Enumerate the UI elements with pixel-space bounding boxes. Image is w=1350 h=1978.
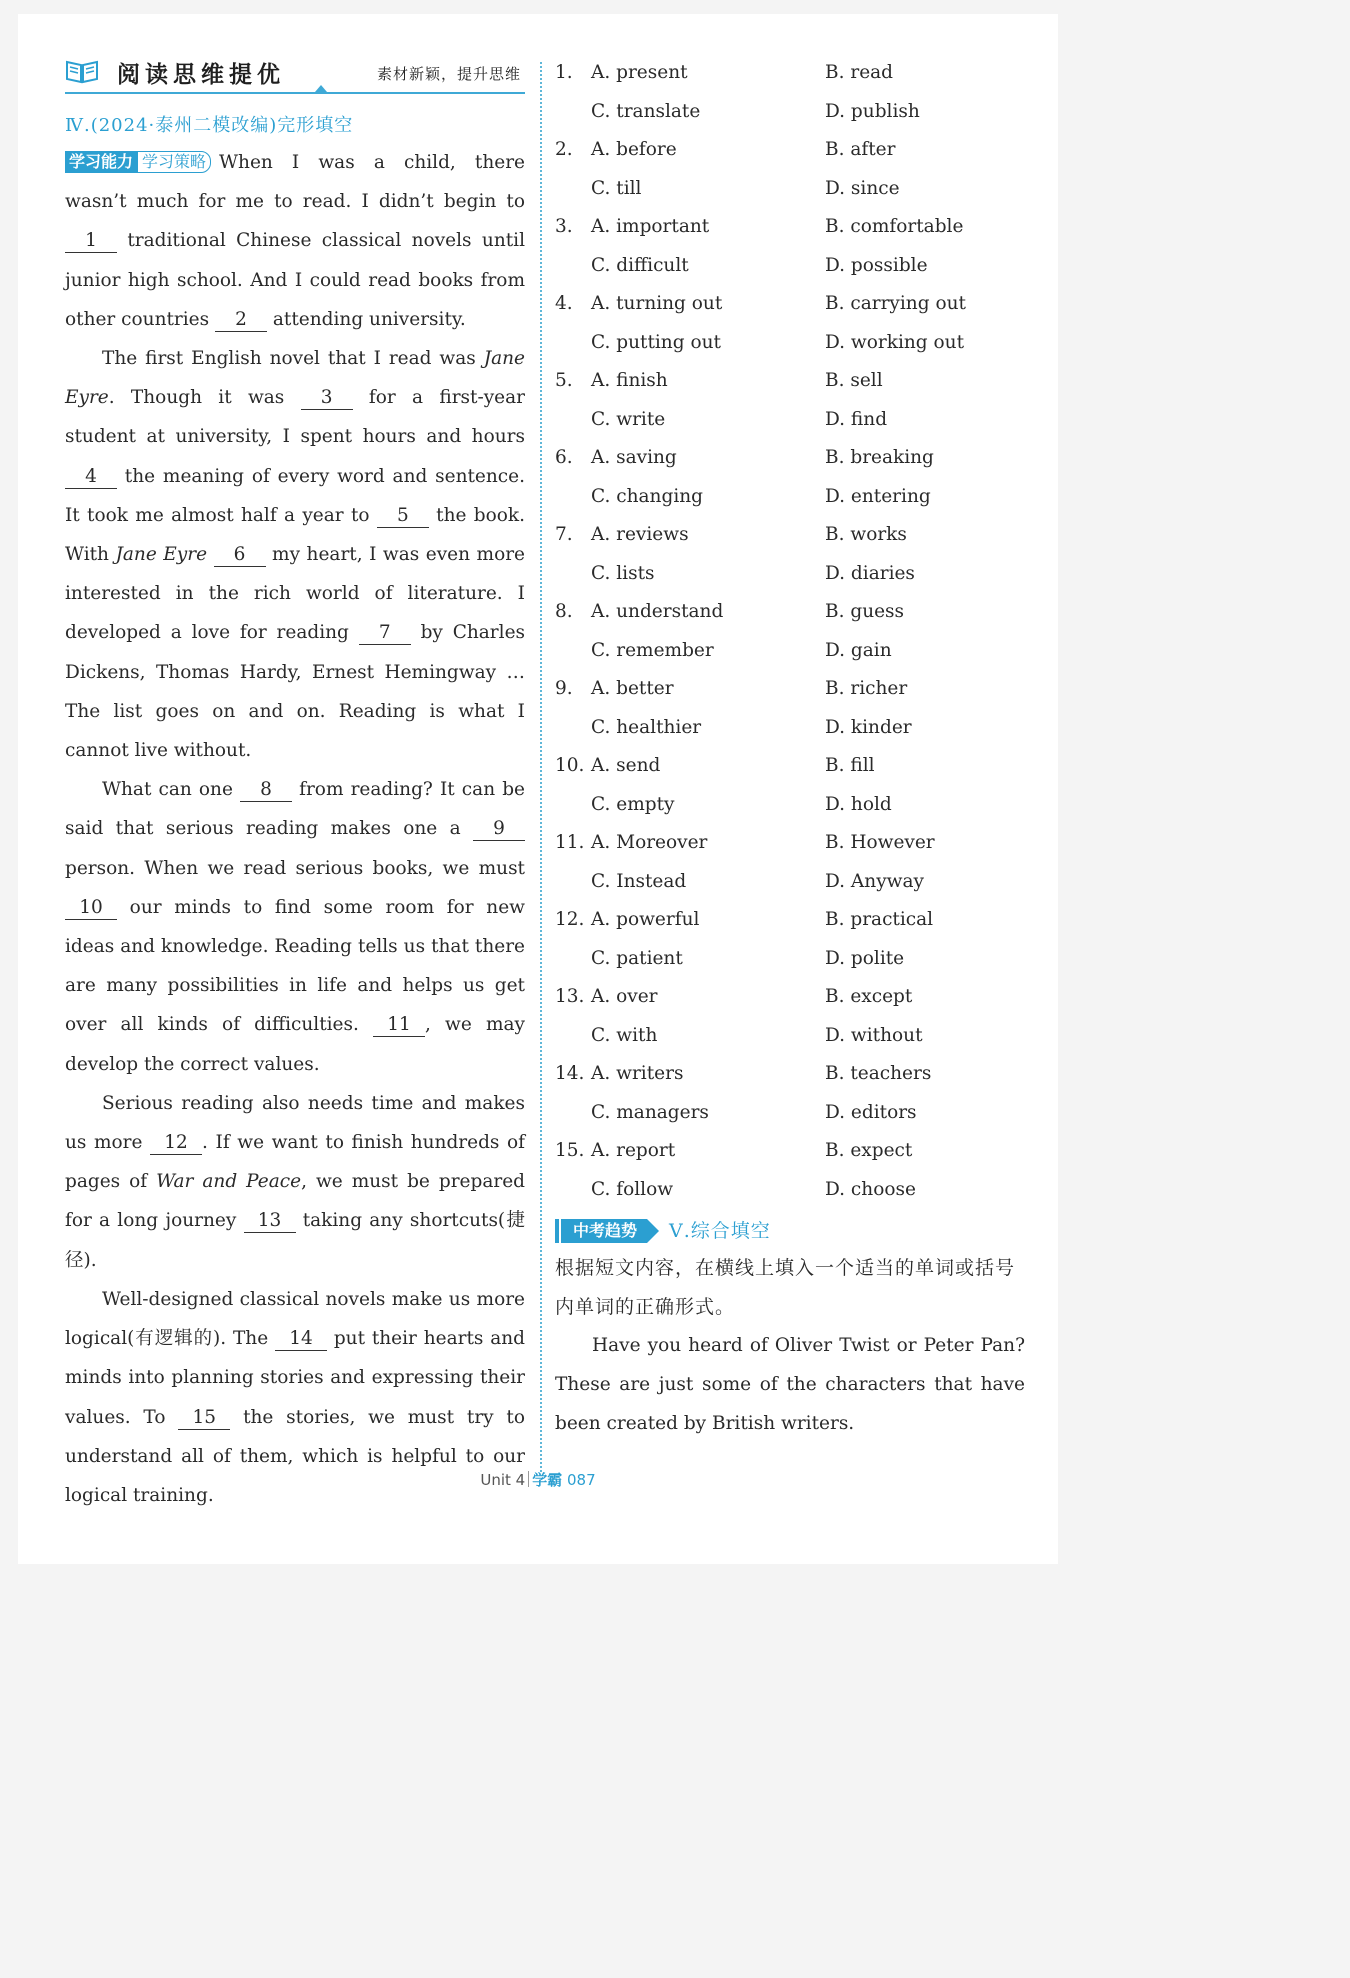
blank-4[interactable]: 4	[65, 466, 117, 489]
question-row-2	[555, 555, 1025, 594]
book-title: Jane Eyre	[65, 348, 525, 409]
question-number: 9.	[555, 678, 573, 699]
option-d[interactable]: D. gain	[825, 639, 892, 661]
option-a[interactable]: A. finish	[591, 370, 668, 391]
question-row-2	[555, 93, 1025, 132]
footer-unit: Unit 4	[480, 1471, 526, 1489]
section5-title: Ⅴ.综合填空	[669, 1220, 771, 1242]
blank-10[interactable]: 10	[65, 897, 117, 920]
tag-group	[65, 142, 211, 181]
question-number: 11.	[555, 832, 585, 853]
blank-12[interactable]: 12	[150, 1132, 202, 1155]
option-b[interactable]: B. except	[825, 986, 913, 1007]
option-b[interactable]: B. guess	[825, 601, 905, 622]
question-row	[555, 362, 1025, 401]
question-row-2	[555, 632, 1025, 671]
blank-13[interactable]: 13	[244, 1210, 296, 1233]
question-row-2	[555, 478, 1025, 517]
option-a[interactable]: A. present	[591, 62, 688, 83]
option-d[interactable]: D. hold	[825, 793, 892, 815]
option-c[interactable]: C. patient	[591, 947, 683, 969]
option-a[interactable]: A. powerful	[591, 909, 700, 930]
option-c[interactable]: C. changing	[591, 485, 703, 507]
question-row	[555, 593, 1025, 632]
option-c[interactable]: C. Instead	[591, 870, 687, 892]
question-row	[555, 978, 1025, 1017]
option-b[interactable]: B. fill	[825, 755, 875, 776]
option-a[interactable]: A. better	[591, 678, 674, 699]
option-d[interactable]: D. since	[825, 177, 900, 199]
passage-paragraph-3: What can one 8 from reading? It can be said that serious reading makes one a 9 person. When we read serious books, we must 10 our minds to find some room for new ideas and knowledge. Reading tells us that there are many possibilities in life and helps us get over all kinds of difficulties. 11 , we may develop the correct values.	[65, 779, 525, 1075]
option-b[interactable]: B. richer	[825, 678, 908, 699]
option-c[interactable]: C. managers	[591, 1101, 709, 1123]
blank-14[interactable]: 14	[275, 1328, 327, 1351]
option-c[interactable]: C. difficult	[591, 254, 689, 276]
option-d[interactable]: D. editors	[825, 1101, 917, 1123]
right-column	[555, 54, 1025, 1444]
passage-paragraph-4: Serious reading also needs time and makes us more 12 . If we want to finish hundreds of pages of War and Peace, we must be prepared for a long journey 13 taking any shortcuts(捷径).	[65, 1092, 526, 1271]
page-number: 087	[567, 1471, 596, 1489]
page-footer	[18, 1469, 1058, 1490]
option-b[interactable]: B. However	[825, 832, 935, 853]
question-row-2	[555, 324, 1025, 363]
option-c[interactable]: C. translate	[591, 100, 701, 122]
blank-11[interactable]: 11	[373, 1014, 425, 1037]
option-a[interactable]: A. understand	[591, 601, 724, 622]
option-d[interactable]: D. without	[825, 1024, 923, 1046]
section5-instruction: 根据短文内容，在横线上填入一个适当的单词或括号内单词的正确形式。	[555, 1257, 1016, 1318]
option-b[interactable]: B. teachers	[825, 1063, 932, 1084]
question-row	[555, 54, 1025, 93]
question-number: 5.	[555, 370, 573, 391]
option-a[interactable]: A. turning out	[591, 293, 723, 314]
option-d[interactable]: D. publish	[825, 100, 920, 122]
blank-9[interactable]: 9	[473, 818, 525, 841]
question-row	[555, 285, 1025, 324]
passage-paragraph-1: 学习能力 学习策略 When I was a child, there wasn’t much for me to read. I didn’t begin to 1 traditional Chinese classical novels until junior high school. And I could read books from other countries 2 attending university.	[65, 142, 525, 339]
option-a[interactable]: A. report	[591, 1140, 676, 1161]
question-row-2	[555, 1094, 1025, 1133]
blank-5[interactable]: 5	[377, 505, 429, 528]
question-row-2	[555, 170, 1025, 209]
blank-8[interactable]: 8	[240, 779, 292, 802]
question-row-2	[555, 1171, 1025, 1210]
option-d[interactable]: D. Anyway	[825, 870, 924, 892]
option-b[interactable]: B. practical	[825, 909, 934, 930]
question-row	[555, 824, 1025, 863]
question-row	[555, 901, 1025, 940]
option-d[interactable]: D. entering	[825, 485, 931, 507]
book-title: Jane Eyre	[115, 544, 208, 566]
option-d[interactable]: D. kinder	[825, 716, 912, 738]
option-d[interactable]: D. choose	[825, 1178, 916, 1200]
option-b[interactable]: B. expect	[825, 1140, 913, 1161]
option-d[interactable]: D. polite	[825, 947, 905, 969]
answer-options	[555, 54, 1025, 1209]
option-a[interactable]: A. Moreover	[591, 832, 708, 853]
blank-2[interactable]: 2	[215, 309, 267, 332]
option-c[interactable]: C. putting out	[591, 331, 721, 353]
passage-paragraph-5: Well-designed classical novels make us more logical(有逻辑的). The 14 put their hearts and minds into planning stories and expressing their values. To 15 the stories, we must try to understand all of them, which is helpful to our logical training.	[65, 1288, 526, 1506]
question-row	[555, 439, 1025, 478]
header-subtitle: 素材新颖，提升思维	[376, 65, 521, 83]
section5-passage: Have you heard of Oliver Twist or Peter Pan? These are just some of the characters that have been created by British writers.	[555, 1335, 1025, 1435]
option-c[interactable]: C. till	[591, 177, 642, 199]
question-row-2	[555, 786, 1025, 825]
question-number: 15.	[555, 1140, 585, 1161]
option-b[interactable]: B. carrying out	[825, 293, 966, 314]
blank-15[interactable]: 15	[178, 1407, 230, 1430]
question-row	[555, 131, 1025, 170]
section-header	[65, 54, 525, 94]
section-title: Ⅳ.(2024·泰州二模改编)完形填空	[65, 115, 354, 136]
exam-trend-badge: 中考趋势	[561, 1219, 647, 1243]
question-number: 10.	[555, 755, 585, 776]
option-a[interactable]: A. writers	[591, 1063, 684, 1084]
option-a[interactable]: A. reviews	[591, 524, 689, 545]
question-number: 7.	[555, 524, 573, 545]
header-triangle	[315, 85, 327, 92]
question-row-2	[555, 401, 1025, 440]
question-number: 12.	[555, 909, 585, 930]
question-number: 14.	[555, 1063, 585, 1084]
badge-bar	[555, 1219, 559, 1243]
passage-paragraph-2: The first English novel that I read was Jane Eyre. Though it was 3 for a first-year student at university, I spent hours and hours 4 the meaning of every word and sentence. It took me almost half a year to 5 the book. With Jane Eyre 6 my heart, I was even more interested in the rich world of literature. I developed a love for reading 7 by Charles Dickens, Thomas Hardy, Ernest Hemingway … The list goes on and on. Reading is what I cannot live without.	[65, 348, 526, 762]
left-column	[65, 54, 525, 1515]
question-number: 1.	[555, 62, 573, 83]
question-number: 4.	[555, 293, 573, 314]
question-number: 2.	[555, 139, 573, 160]
question-row	[555, 1055, 1025, 1094]
option-d[interactable]: D. diaries	[825, 562, 915, 584]
option-c[interactable]: C. healthier	[591, 716, 702, 738]
question-row-2	[555, 709, 1025, 748]
blank-3[interactable]: 3	[301, 387, 353, 410]
option-c[interactable]: C. lists	[591, 562, 655, 584]
question-number: 3.	[555, 216, 573, 237]
section5-header	[555, 1213, 1025, 1249]
question-number: 8.	[555, 601, 573, 622]
option-b[interactable]: B. sell	[825, 370, 883, 391]
option-b[interactable]: B. read	[825, 62, 894, 83]
question-row-2	[555, 247, 1025, 286]
option-b[interactable]: B. comfortable	[825, 216, 964, 237]
question-row	[555, 208, 1025, 247]
question-number: 6.	[555, 447, 573, 468]
header-title: 阅读思维提优	[117, 62, 285, 88]
question-row-2	[555, 940, 1025, 979]
question-row-2	[555, 1017, 1025, 1056]
open-book-icon	[65, 58, 99, 84]
question-row	[555, 747, 1025, 786]
option-d[interactable]: D. possible	[825, 254, 928, 276]
option-c[interactable]: C. remember	[591, 639, 714, 661]
option-b[interactable]: B. breaking	[825, 447, 934, 468]
blank-7[interactable]: 7	[359, 622, 411, 645]
option-d[interactable]: D. find	[825, 408, 888, 430]
option-d[interactable]: D. working out	[825, 331, 965, 353]
tag-learning-strategy: 学习策略	[137, 151, 211, 173]
question-number: 13.	[555, 986, 585, 1007]
question-row	[555, 516, 1025, 555]
option-a[interactable]: A. over	[591, 986, 658, 1007]
footer-brand: 学霸	[532, 1471, 563, 1489]
option-c[interactable]: C. empty	[591, 793, 675, 815]
book-title: War and Peace	[156, 1171, 302, 1193]
workbook-page	[18, 14, 1058, 1564]
footer-separator	[528, 1471, 529, 1487]
option-b[interactable]: B. after	[825, 139, 896, 160]
blank-6[interactable]: 6	[214, 544, 266, 567]
option-b[interactable]: B. works	[825, 524, 907, 545]
option-a[interactable]: A. before	[591, 139, 677, 160]
question-row	[555, 1132, 1025, 1171]
option-a[interactable]: A. saving	[591, 447, 677, 468]
column-divider	[540, 62, 542, 1472]
question-row	[555, 670, 1025, 709]
tag-learning-ability: 学习能力	[65, 151, 137, 173]
option-c[interactable]: C. write	[591, 408, 666, 430]
option-c[interactable]: C. with	[591, 1024, 658, 1046]
question-row-2	[555, 863, 1025, 902]
blank-1[interactable]: 1	[65, 230, 117, 253]
option-a[interactable]: A. important	[591, 216, 710, 237]
option-c[interactable]: C. follow	[591, 1178, 674, 1200]
option-a[interactable]: A. send	[591, 755, 661, 776]
